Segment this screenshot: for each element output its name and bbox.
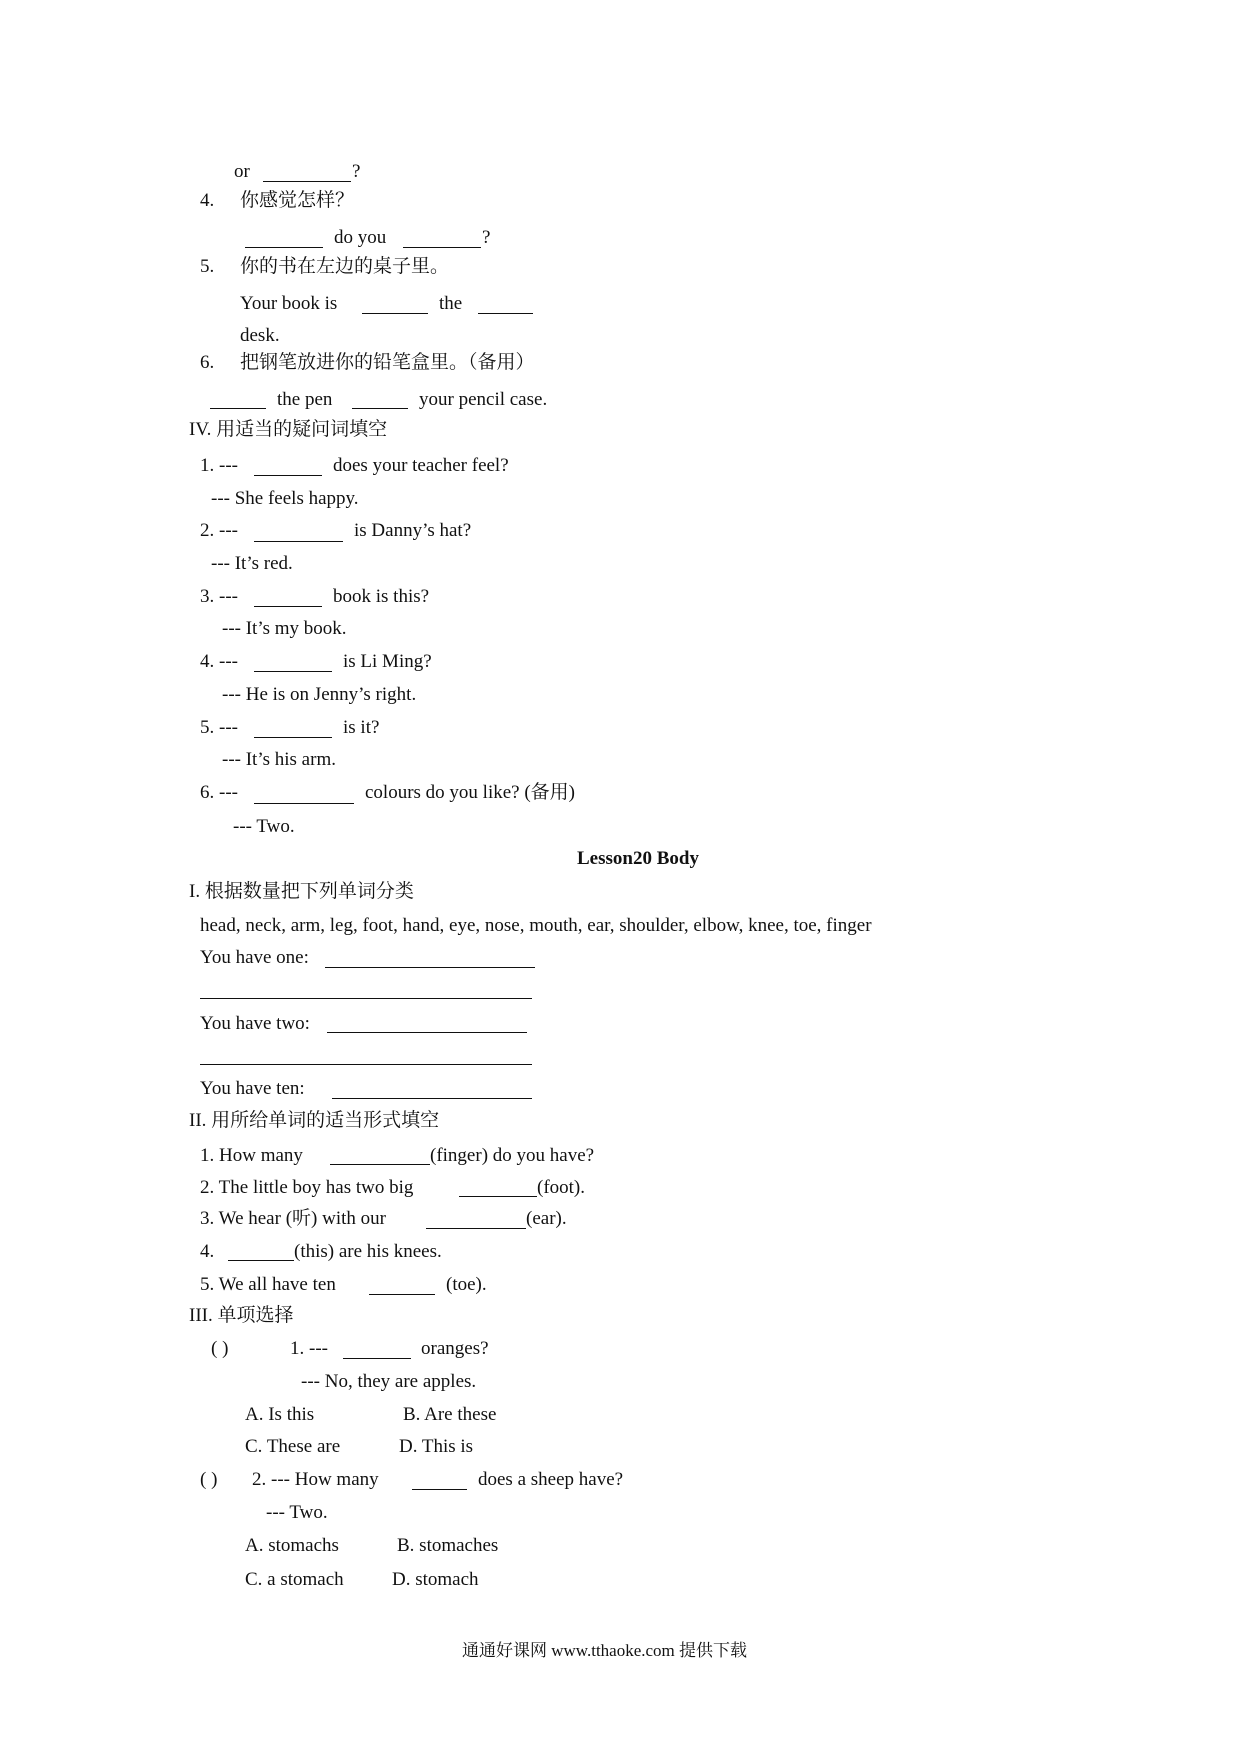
blank[interactable] <box>200 1064 532 1065</box>
iv-q2-post: is Danny’s hat? <box>354 520 472 541</box>
blank[interactable] <box>327 1032 527 1033</box>
blank[interactable] <box>200 998 532 999</box>
iv-q1-pre: 1. --- <box>200 455 238 476</box>
iii-q1-pre: 1. --- <box>290 1338 328 1359</box>
blank[interactable] <box>325 967 535 968</box>
ii-q1-post: (finger) do you have? <box>430 1145 595 1166</box>
ii-q5-pre: 5. We all have ten <box>200 1274 336 1295</box>
blank[interactable] <box>369 1294 435 1295</box>
blank[interactable] <box>228 1260 294 1261</box>
iv-a4: --- He is on Jenny’s right. <box>222 684 417 705</box>
iv-q6-pre: 6. --- <box>200 782 238 803</box>
iii-q2-pre: 2. --- How many <box>252 1469 379 1490</box>
iv-q4-post: is Li Ming? <box>343 651 432 672</box>
blank[interactable] <box>426 1228 526 1229</box>
iii-q2-post: does a sheep have? <box>478 1469 624 1490</box>
section-ii-title: II. 用所给单词的适当形式填空 <box>189 1110 440 1131</box>
ii-q3-post: (ear). <box>526 1208 567 1229</box>
iv-a3: --- It’s my book. <box>222 618 347 639</box>
blank[interactable] <box>403 247 481 248</box>
blank[interactable] <box>332 1098 532 1099</box>
ii-q4-post: (this) are his knees. <box>294 1241 442 1262</box>
iii-q2-option-c[interactable]: C. a stomach <box>245 1569 344 1590</box>
blank[interactable] <box>343 1358 411 1359</box>
iii-q1-paren: ( ) <box>211 1338 229 1359</box>
q5-pre: Your book is <box>240 293 338 314</box>
iv-q6-post: colours do you like? (备用) <box>365 782 576 803</box>
iv-q3-pre: 3. --- <box>200 586 238 607</box>
iv-q2-pre: 2. --- <box>200 520 238 541</box>
q5-chinese: 你的书在左边的桌子里。 <box>240 256 450 277</box>
iii-q2-option-b[interactable]: B. stomaches <box>397 1535 499 1556</box>
ii-q3-pre: 3. We hear (听) with our <box>200 1208 386 1229</box>
blank[interactable] <box>245 247 323 248</box>
iii-q2-option-a[interactable]: A. stomachs <box>245 1535 339 1556</box>
section-iv-title: IV. 用适当的疑问词填空 <box>189 419 388 440</box>
iv-a5: --- It’s his arm. <box>222 749 336 770</box>
footer-text: 通通好课网 www.tthaoke.com 提供下载 <box>462 1641 748 1660</box>
iv-q4-pre: 4. --- <box>200 651 238 672</box>
blank[interactable] <box>254 671 332 672</box>
blank[interactable] <box>254 541 343 542</box>
q3-qmark: ? <box>352 161 361 182</box>
q6-chinese: 把钢笔放进你的铅笔盒里。（备用） <box>240 352 535 373</box>
section-i-title: I. 根据数量把下列单词分类 <box>189 881 414 902</box>
q4-mid: do you <box>334 227 387 248</box>
q5-mid: the <box>439 293 463 314</box>
blank[interactable] <box>210 408 266 409</box>
iii-q2-answer: --- Two. <box>266 1502 328 1523</box>
blank[interactable] <box>330 1164 430 1165</box>
blank[interactable] <box>352 408 408 409</box>
iv-a2: --- It’s red. <box>211 553 293 574</box>
iv-a6: --- Two. <box>233 816 295 837</box>
word-list: head, neck, arm, leg, foot, hand, eye, nose, mouth, ear, shoulder, elbow, knee, toe, finger <box>200 915 872 936</box>
blank[interactable] <box>254 737 332 738</box>
ii-q1-pre: 1. How many <box>200 1145 303 1166</box>
iii-q1-answer: --- No, they are apples. <box>301 1371 477 1392</box>
q5-number: 5. <box>200 256 215 277</box>
q6-number: 6. <box>200 352 215 373</box>
iii-q1-option-d[interactable]: D. This is <box>399 1436 474 1457</box>
iv-a1: --- She feels happy. <box>211 488 359 509</box>
iii-q1-option-c[interactable]: C. These are <box>245 1436 341 1457</box>
ii-q4-pre: 4. <box>200 1241 215 1262</box>
q5-tail: desk. <box>240 325 280 346</box>
q4-chinese: 你感觉怎样？ <box>240 190 355 211</box>
iv-q3-post: book is this? <box>333 586 430 607</box>
ii-q2-post: (foot). <box>537 1177 586 1198</box>
iii-q1-post: oranges? <box>421 1338 489 1359</box>
blank[interactable] <box>362 313 428 314</box>
section-iii-title: III. 单项选择 <box>189 1305 294 1326</box>
iv-q5-post: is it? <box>343 717 380 738</box>
blank[interactable] <box>478 313 533 314</box>
q6-mid: the pen <box>277 389 333 410</box>
iii-q2-option-d[interactable]: D. stomach <box>392 1569 479 1590</box>
ii-q5-post: (toe). <box>446 1274 487 1295</box>
blank[interactable] <box>254 803 354 804</box>
blank[interactable] <box>459 1196 537 1197</box>
blank[interactable] <box>412 1489 467 1490</box>
have-two-label: You have two: <box>200 1013 310 1034</box>
have-ten-label: You have ten: <box>200 1078 305 1099</box>
q6-post: your pencil case. <box>419 389 548 410</box>
iv-q5-pre: 5. --- <box>200 717 238 738</box>
iii-q2-paren: ( ) <box>200 1469 218 1490</box>
iv-q1-post: does your teacher feel? <box>333 455 509 476</box>
lesson-title: Lesson20 Body <box>577 848 699 869</box>
blank[interactable] <box>263 181 351 182</box>
blank[interactable] <box>254 606 322 607</box>
have-one-label: You have one: <box>200 947 309 968</box>
q4-qmark: ? <box>482 227 491 248</box>
iii-q1-option-b[interactable]: B. Are these <box>403 1404 497 1425</box>
q3-or: or <box>234 161 250 182</box>
iii-q1-option-a[interactable]: A. Is this <box>245 1404 315 1425</box>
q4-number: 4. <box>200 190 215 211</box>
blank[interactable] <box>254 475 322 476</box>
ii-q2-pre: 2. The little boy has two big <box>200 1177 414 1198</box>
